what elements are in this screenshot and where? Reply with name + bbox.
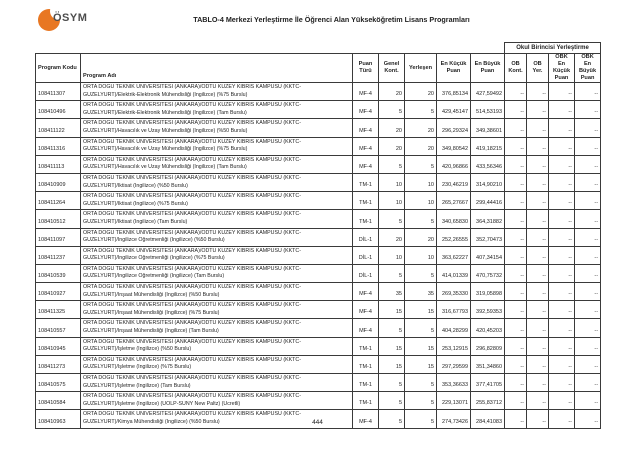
header-spacer — [36, 43, 505, 54]
university-line: ORTA DOĞU TEKNİK ÜNİVERSİTESİ (ANKARA)/ODTÜ KUZEY KIBRIS KAMPUSU (KKTC- — [83, 138, 301, 145]
en-buyuk-puan-cell: 352,70473 — [471, 228, 505, 246]
genel-kont-cell: 20 — [379, 137, 405, 155]
program-code-cell: 108410539 — [36, 264, 81, 282]
obk-en-buyuk-puan-cell: -- — [575, 410, 601, 428]
table-row — [36, 101, 601, 119]
yerlesen-cell: 5 — [405, 392, 437, 410]
en-kucuk-puan-cell: 404,28299 — [437, 319, 471, 337]
puan-turu-cell: MF-4 — [353, 301, 379, 319]
table-row — [36, 392, 601, 410]
ob-kont-cell: -- — [505, 173, 527, 191]
university-line: ORTA DOĞU TEKNİK ÜNİVERSİTESİ (ANKARA)/ODTÜ KUZEY KIBRIS KAMPUSU (KKTC- — [83, 102, 301, 109]
program-line: GÜZELYURT)/Havacılık ve Uzay Mühendisliği (İngilizce) (%75 Burslu) — [83, 146, 248, 153]
puan-turu-cell: MF-4 — [353, 119, 379, 137]
program-code-cell: 108410909 — [36, 173, 81, 191]
ob-kont-cell: -- — [505, 410, 527, 428]
col-header-ob-kont: OB Kont. — [505, 54, 527, 83]
en-kucuk-puan-cell: 274,73426 — [437, 410, 471, 428]
en-kucuk-puan-cell: 429,45147 — [437, 101, 471, 119]
en-buyuk-puan-cell: 351,34860 — [471, 355, 505, 373]
obk-en-kucuk-puan-cell: -- — [549, 355, 575, 373]
obk-en-kucuk-puan-cell: -- — [549, 155, 575, 173]
en-kucuk-puan-cell: 269,35330 — [437, 283, 471, 301]
obk-en-kucuk-puan-cell: -- — [549, 392, 575, 410]
genel-kont-cell: 5 — [379, 392, 405, 410]
program-line: GÜZELYURT)/İşletme (İngilizce) (Tam Burslu) — [83, 382, 191, 389]
en-kucuk-puan-cell: 414,01339 — [437, 264, 471, 282]
en-buyuk-puan-cell: 255,83712 — [471, 392, 505, 410]
table-row — [36, 337, 601, 355]
university-line: ORTA DOĞU TEKNİK ÜNİVERSİTESİ (ANKARA)/ODTÜ KUZEY KIBRIS KAMPUSU (KKTC- — [83, 338, 301, 345]
program-code-cell: 108411307 — [36, 83, 81, 101]
program-code-cell: 108410496 — [36, 101, 81, 119]
program-code-cell: 108411273 — [36, 355, 81, 373]
genel-kont-cell: 10 — [379, 173, 405, 191]
program-code-cell: 108410557 — [36, 319, 81, 337]
table-row — [36, 264, 601, 282]
obk-en-buyuk-puan-cell: -- — [575, 101, 601, 119]
puan-turu-cell: TM-1 — [353, 210, 379, 228]
genel-kont-cell: 5 — [379, 101, 405, 119]
university-line: ORTA DOĞU TEKNİK ÜNİVERSİTESİ (ANKARA)/ODTÜ KUZEY KIBRIS KAMPUSU (KKTC- — [83, 265, 301, 272]
en-buyuk-puan-cell: 299,44416 — [471, 192, 505, 210]
program-name-cell — [81, 228, 353, 246]
ob-kont-cell: -- — [505, 119, 527, 137]
obk-en-kucuk-puan-cell: -- — [549, 101, 575, 119]
genel-kont-cell: 5 — [379, 210, 405, 228]
program-name-cell — [81, 337, 353, 355]
university-line: ORTA DOĞU TEKNİK ÜNİVERSİTESİ (ANKARA)/ODTÜ KUZEY KIBRIS KAMPUSU (KKTC- — [83, 211, 301, 218]
puan-turu-cell: MF-4 — [353, 101, 379, 119]
ob-yer-cell: -- — [527, 410, 549, 428]
genel-kont-cell: 20 — [379, 83, 405, 101]
yerlesen-cell: 35 — [405, 283, 437, 301]
program-name-cell — [81, 355, 353, 373]
col-header-ob-yer: OB Yer. — [527, 54, 549, 83]
program-line: GÜZELYURT)/İnşaat Mühendisliği (İngilizce) (Tam Burslu) — [83, 328, 219, 335]
program-code-cell: 108410945 — [36, 337, 81, 355]
col-header-en-buyuk-puan: En Büyük Puan — [471, 54, 505, 83]
ob-yer-cell: -- — [527, 210, 549, 228]
en-buyuk-puan-cell: 296,82809 — [471, 337, 505, 355]
ob-kont-cell: -- — [505, 319, 527, 337]
obk-en-kucuk-puan-cell: -- — [549, 83, 575, 101]
puan-turu-cell: DİL-1 — [353, 264, 379, 282]
en-kucuk-puan-cell: 297,29599 — [437, 355, 471, 373]
obk-en-buyuk-puan-cell: -- — [575, 337, 601, 355]
ob-yer-cell: -- — [527, 392, 549, 410]
obk-en-buyuk-puan-cell: -- — [575, 228, 601, 246]
puan-turu-cell: MF-4 — [353, 283, 379, 301]
program-name-cell — [81, 119, 353, 137]
puan-turu-cell: MF-4 — [353, 137, 379, 155]
yerlesen-cell: 5 — [405, 410, 437, 428]
university-line: ORTA DOĞU TEKNİK ÜNİVERSİTESİ (ANKARA)/ODTÜ KUZEY KIBRIS KAMPUSU (KKTC- — [83, 302, 301, 309]
en-buyuk-puan-cell: 392,59353 — [471, 301, 505, 319]
obk-en-kucuk-puan-cell: -- — [549, 119, 575, 137]
program-code-cell: 108411113 — [36, 155, 81, 173]
program-line: GÜZELYURT)/İngilizce Öğretmenliği (İngilizce) (%50 Burslu) — [83, 237, 225, 244]
ob-kont-cell: -- — [505, 301, 527, 319]
col-header-en-kucuk-puan: En Küçük Puan — [437, 54, 471, 83]
yerlesen-cell: 15 — [405, 301, 437, 319]
en-kucuk-puan-cell: 363,62227 — [437, 246, 471, 264]
university-line: ORTA DOĞU TEKNİK ÜNİVERSİTESİ (ANKARA)/ODTÜ KUZEY KIBRIS KAMPUSU (KKTC- — [83, 284, 301, 291]
program-code-cell: 108411237 — [36, 246, 81, 264]
col-header-obk-en-buyuk-puan: OBK En Büyük Puan — [575, 54, 601, 83]
ob-kont-cell: -- — [505, 137, 527, 155]
program-name-cell — [81, 192, 353, 210]
en-buyuk-puan-cell: 284,41083 — [471, 410, 505, 428]
genel-kont-cell: 15 — [379, 337, 405, 355]
ob-kont-cell: -- — [505, 155, 527, 173]
col-header-puan-turu: Puan Türü — [353, 54, 379, 83]
obk-en-buyuk-puan-cell: -- — [575, 283, 601, 301]
en-buyuk-puan-cell: 349,38601 — [471, 119, 505, 137]
genel-kont-cell: 15 — [379, 355, 405, 373]
en-kucuk-puan-cell: 420,96866 — [437, 155, 471, 173]
obk-en-buyuk-puan-cell: -- — [575, 246, 601, 264]
col-header-obk-en-kucuk-puan: OBK En Küçük Puan — [549, 54, 575, 83]
program-name-cell — [81, 246, 353, 264]
program-code-cell: 108411316 — [36, 137, 81, 155]
university-line: ORTA DOĞU TEKNİK ÜNİVERSİTESİ (ANKARA)/ODTÜ KUZEY KIBRIS KAMPUSU (KKTC- — [83, 375, 301, 381]
genel-kont-cell: 10 — [379, 246, 405, 264]
en-buyuk-puan-cell: 420,45203 — [471, 319, 505, 337]
program-line: GÜZELYURT)/Havacılık ve Uzay Mühendisliği (İngilizce) (Tam Burslu) — [83, 164, 247, 171]
program-name-cell — [81, 319, 353, 337]
table-row — [36, 83, 601, 101]
table-row — [36, 283, 601, 301]
ob-kont-cell: -- — [505, 337, 527, 355]
university-line: ORTA DOĞU TEKNİK ÜNİVERSİTESİ (ANKARA)/ODTÜ KUZEY KIBRIS KAMPUSU (KKTC- — [83, 411, 301, 418]
obk-en-buyuk-puan-cell: -- — [575, 83, 601, 101]
genel-kont-cell: 5 — [379, 374, 405, 392]
group-header-row — [36, 43, 601, 54]
obk-en-buyuk-puan-cell: -- — [575, 137, 601, 155]
puan-turu-cell: TM-1 — [353, 374, 379, 392]
placement-table-wrapper — [35, 42, 600, 429]
program-code-cell: 108410512 — [36, 210, 81, 228]
obk-en-buyuk-puan-cell: -- — [575, 374, 601, 392]
genel-kont-cell: 5 — [379, 264, 405, 282]
ob-kont-cell: -- — [505, 101, 527, 119]
table-row — [36, 173, 601, 191]
program-code-cell: 108411325 — [36, 301, 81, 319]
obk-en-buyuk-puan-cell: -- — [575, 319, 601, 337]
table-row — [36, 301, 601, 319]
yerlesen-cell: 20 — [405, 137, 437, 155]
puan-turu-cell: MF-4 — [353, 83, 379, 101]
program-line: GÜZELYURT)/İnşaat Mühendisliği (İngilizce) (%75 Burslu) — [83, 309, 220, 316]
yerlesen-cell: 5 — [405, 319, 437, 337]
genel-kont-cell: 20 — [379, 228, 405, 246]
table-row — [36, 119, 601, 137]
genel-kont-cell: 10 — [379, 192, 405, 210]
obk-en-kucuk-puan-cell: -- — [549, 173, 575, 191]
column-header-row — [36, 54, 601, 83]
ob-yer-cell: -- — [527, 119, 549, 137]
ob-kont-cell: -- — [505, 264, 527, 282]
table-row — [36, 210, 601, 228]
ob-kont-cell: -- — [505, 246, 527, 264]
program-line: GÜZELYURT)/İngilizce Öğretmenliği (İngilizce) (Tam Burslu) — [83, 273, 225, 280]
genel-kont-cell: 5 — [379, 319, 405, 337]
program-line: GÜZELYURT)/İktisat (İngilizce) (Tam Burslu) — [83, 218, 188, 225]
university-line: ORTA DOĞU TEKNİK ÜNİVERSİTESİ (ANKARA)/ODTÜ KUZEY KIBRIS KAMPUSU (KKTC- — [83, 174, 301, 181]
ob-kont-cell: -- — [505, 283, 527, 301]
program-name-cell — [81, 392, 353, 410]
col-header-program-adi: Program Adı — [81, 54, 353, 83]
obk-en-kucuk-puan-cell: -- — [549, 264, 575, 282]
en-kucuk-puan-cell: 316,67793 — [437, 301, 471, 319]
en-buyuk-puan-cell: 314,90210 — [471, 173, 505, 191]
en-buyuk-puan-cell: 433,56346 — [471, 155, 505, 173]
en-kucuk-puan-cell: 353,36633 — [437, 374, 471, 392]
program-name-cell — [81, 374, 353, 392]
yerlesen-cell: 10 — [405, 246, 437, 264]
program-line: GÜZELYURT)/İktisat (İngilizce) (%50 Burslu) — [83, 182, 188, 189]
yerlesen-cell: 5 — [405, 210, 437, 228]
program-line: GÜZELYURT)/Elektrik-Elektronik Mühendisliği (İngilizce) (Tam Burslu) — [83, 109, 247, 116]
table-row — [36, 319, 601, 337]
en-kucuk-puan-cell: 265,27667 — [437, 192, 471, 210]
yerlesen-cell: 10 — [405, 192, 437, 210]
yerlesen-cell: 20 — [405, 119, 437, 137]
en-buyuk-puan-cell: 319,05898 — [471, 283, 505, 301]
obk-en-kucuk-puan-cell: -- — [549, 337, 575, 355]
program-code-cell: 108410584 — [36, 392, 81, 410]
puan-turu-cell: TM-1 — [353, 392, 379, 410]
en-buyuk-puan-cell: 427,59492 — [471, 83, 505, 101]
genel-kont-cell: 5 — [379, 410, 405, 428]
table-row — [36, 155, 601, 173]
yerlesen-cell: 5 — [405, 101, 437, 119]
en-kucuk-puan-cell: 229,13071 — [437, 392, 471, 410]
university-line: ORTA DOĞU TEKNİK ÜNİVERSİTESİ (ANKARA)/ODTÜ KUZEY KIBRIS KAMPUSU (KKTC- — [83, 356, 301, 363]
ob-kont-cell: -- — [505, 210, 527, 228]
ob-kont-cell: -- — [505, 192, 527, 210]
ob-yer-cell: -- — [527, 173, 549, 191]
puan-turu-cell: DİL-1 — [353, 228, 379, 246]
col-header-genel-kont: Genel Kont. — [379, 54, 405, 83]
program-name-cell — [81, 101, 353, 119]
table-row — [36, 355, 601, 373]
page-title: TABLO-4 Merkezi Yerleştirme İle Öğrenci Alan Yükseköğretim Lisans Programları — [193, 15, 470, 24]
table-row — [36, 228, 601, 246]
en-buyuk-puan-cell: 470,75732 — [471, 264, 505, 282]
en-kucuk-puan-cell: 349,80542 — [437, 137, 471, 155]
table-row — [36, 192, 601, 210]
yerlesen-cell: 15 — [405, 337, 437, 355]
yerlesen-cell: 20 — [405, 83, 437, 101]
puan-turu-cell: TM-1 — [353, 355, 379, 373]
puan-turu-cell: MF-4 — [353, 410, 379, 428]
university-line: ORTA DOĞU TEKNİK ÜNİVERSİTESİ (ANKARA)/ODTÜ KUZEY KIBRIS KAMPUSU (KKTC- — [83, 120, 301, 127]
en-buyuk-puan-cell: 407,34154 — [471, 246, 505, 264]
genel-kont-cell: 35 — [379, 283, 405, 301]
placement-table — [35, 42, 601, 429]
en-buyuk-puan-cell: 364,31882 — [471, 210, 505, 228]
ob-yer-cell: -- — [527, 319, 549, 337]
program-code-cell: 108411097 — [36, 228, 81, 246]
program-name-cell — [81, 283, 353, 301]
table-row — [36, 246, 601, 264]
yerlesen-cell: 15 — [405, 355, 437, 373]
puan-turu-cell: DİL-1 — [353, 246, 379, 264]
program-line: GÜZELYURT)/İşletme (İngilizce) (%75 Burslu) — [83, 364, 192, 371]
university-line: ORTA DOĞU TEKNİK ÜNİVERSİTESİ (ANKARA)/ODTÜ KUZEY KIBRIS KAMPUSU (KKTC- — [83, 193, 301, 200]
ob-yer-cell: -- — [527, 374, 549, 392]
university-line: ORTA DOĞU TEKNİK ÜNİVERSİTESİ (ANKARA)/ODTÜ KUZEY KIBRIS KAMPUSU (KKTC- — [83, 393, 301, 400]
program-code-cell: 108410927 — [36, 283, 81, 301]
yerlesen-cell: 5 — [405, 264, 437, 282]
program-name-cell — [81, 301, 353, 319]
ob-kont-cell: -- — [505, 392, 527, 410]
table-body — [36, 83, 601, 429]
program-name-cell — [81, 264, 353, 282]
group-header-okul-birincisi: Okul Birincisi Yerleştirme — [505, 43, 601, 54]
obk-en-buyuk-puan-cell: -- — [575, 301, 601, 319]
university-line: ORTA DOĞU TEKNİK ÜNİVERSİTESİ (ANKARA)/ODTÜ KUZEY KIBRIS KAMPUSU (KKTC- — [83, 320, 301, 327]
ob-kont-cell: -- — [505, 228, 527, 246]
en-kucuk-puan-cell: 376,85134 — [437, 83, 471, 101]
program-name-cell — [81, 137, 353, 155]
university-line: ORTA DOĞU TEKNİK ÜNİVERSİTESİ (ANKARA)/ODTÜ KUZEY KIBRIS KAMPUSU (KKTC- — [83, 247, 301, 254]
program-line: GÜZELYURT)/İşletme (İngilizce) (UOLP-SUNY New Paltz) (Ücretli) — [83, 400, 241, 407]
obk-en-buyuk-puan-cell: -- — [575, 119, 601, 137]
ob-yer-cell: -- — [527, 301, 549, 319]
en-buyuk-puan-cell: 514,53193 — [471, 101, 505, 119]
obk-en-buyuk-puan-cell: -- — [575, 192, 601, 210]
genel-kont-cell: 15 — [379, 301, 405, 319]
col-header-program-kodu: Program Kodu — [36, 54, 81, 83]
program-name-cell — [81, 83, 353, 101]
puan-turu-cell: TM-1 — [353, 192, 379, 210]
ob-kont-cell: -- — [505, 355, 527, 373]
obk-en-buyuk-puan-cell: -- — [575, 355, 601, 373]
puan-turu-cell: TM-1 — [353, 173, 379, 191]
obk-en-kucuk-puan-cell: -- — [549, 192, 575, 210]
puan-turu-cell: MF-4 — [353, 155, 379, 173]
col-header-yerlesen: Yerleşen — [405, 54, 437, 83]
program-line: GÜZELYURT)/İnşaat Mühendisliği (İngilizce) (%50 Burslu) — [83, 291, 220, 298]
ob-yer-cell: -- — [527, 155, 549, 173]
ob-yer-cell: -- — [527, 228, 549, 246]
ob-yer-cell: -- — [527, 355, 549, 373]
table-row — [36, 137, 601, 155]
obk-en-kucuk-puan-cell: -- — [549, 137, 575, 155]
ob-yer-cell: -- — [527, 264, 549, 282]
program-code-cell: 108410963 — [36, 410, 81, 428]
puan-turu-cell: TM-1 — [353, 337, 379, 355]
ob-yer-cell: -- — [527, 101, 549, 119]
ob-yer-cell: -- — [527, 192, 549, 210]
puan-turu-cell: MF-4 — [353, 319, 379, 337]
ob-kont-cell: -- — [505, 374, 527, 392]
obk-en-kucuk-puan-cell: -- — [549, 410, 575, 428]
genel-kont-cell: 20 — [379, 119, 405, 137]
obk-en-buyuk-puan-cell: -- — [575, 264, 601, 282]
en-kucuk-puan-cell: 340,65830 — [437, 210, 471, 228]
obk-en-buyuk-puan-cell: -- — [575, 173, 601, 191]
obk-en-kucuk-puan-cell: -- — [549, 283, 575, 301]
en-buyuk-puan-cell: 377,41705 — [471, 374, 505, 392]
program-code-cell: 108410575 — [36, 374, 81, 392]
page-number: 444 — [312, 419, 323, 426]
ob-kont-cell: -- — [505, 83, 527, 101]
program-name-cell — [81, 210, 353, 228]
program-line: GÜZELYURT)/Elektrik-Elektronik Mühendisliği (İngilizce) (%75 Burslu) — [83, 91, 248, 98]
osym-logo-text: ÖSYM — [53, 12, 88, 24]
obk-en-buyuk-puan-cell: -- — [575, 392, 601, 410]
obk-en-kucuk-puan-cell: -- — [549, 228, 575, 246]
genel-kont-cell: 5 — [379, 155, 405, 173]
obk-en-buyuk-puan-cell: -- — [575, 155, 601, 173]
yerlesen-cell: 5 — [405, 374, 437, 392]
en-kucuk-puan-cell: 252,26555 — [437, 228, 471, 246]
en-kucuk-puan-cell: 296,29324 — [437, 119, 471, 137]
yerlesen-cell: 5 — [405, 155, 437, 173]
university-line: ORTA DOĞU TEKNİK ÜNİVERSİTESİ (ANKARA)/ODTÜ KUZEY KIBRIS KAMPUSU (KKTC- — [83, 229, 301, 236]
obk-en-kucuk-puan-cell: -- — [549, 210, 575, 228]
program-code-cell: 108411264 — [36, 192, 81, 210]
program-name-cell — [81, 173, 353, 191]
table-row — [36, 374, 601, 392]
yerlesen-cell: 10 — [405, 173, 437, 191]
en-kucuk-puan-cell: 230,46219 — [437, 173, 471, 191]
obk-en-kucuk-puan-cell: -- — [549, 319, 575, 337]
university-line: ORTA DOĞU TEKNİK ÜNİVERSİTESİ (ANKARA)/ODTÜ KUZEY KIBRIS KAMPUSU (KKTC- — [83, 156, 301, 163]
yerlesen-cell: 20 — [405, 228, 437, 246]
ob-yer-cell: -- — [527, 246, 549, 264]
ob-yer-cell: -- — [527, 83, 549, 101]
program-line: GÜZELYURT)/Kimya Mühendisliği (İngilizce) (%50 Burslu) — [83, 418, 220, 425]
ob-yer-cell: -- — [527, 337, 549, 355]
program-line: GÜZELYURT)/Havacılık ve Uzay Mühendisliği (İngilizce) (%50 Burslu) — [83, 127, 248, 134]
program-name-cell — [81, 155, 353, 173]
program-code-cell: 108411122 — [36, 119, 81, 137]
university-line: ORTA DOĞU TEKNİK ÜNİVERSİTESİ (ANKARA)/ODTÜ KUZEY KIBRIS KAMPUSU (KKTC- — [83, 84, 301, 90]
en-buyuk-puan-cell: 419,18215 — [471, 137, 505, 155]
obk-en-kucuk-puan-cell: -- — [549, 374, 575, 392]
obk-en-kucuk-puan-cell: -- — [549, 301, 575, 319]
program-line: GÜZELYURT)/İktisat (İngilizce) (%75 Burslu) — [83, 200, 188, 207]
ob-yer-cell: -- — [527, 137, 549, 155]
program-line: GÜZELYURT)/İşletme (İngilizce) (%50 Burslu) — [83, 346, 192, 353]
obk-en-kucuk-puan-cell: -- — [549, 246, 575, 264]
obk-en-buyuk-puan-cell: -- — [575, 210, 601, 228]
ob-yer-cell: -- — [527, 283, 549, 301]
en-kucuk-puan-cell: 253,12915 — [437, 337, 471, 355]
program-line: GÜZELYURT)/İngilizce Öğretmenliği (İngilizce) (%75 Burslu) — [83, 255, 225, 262]
